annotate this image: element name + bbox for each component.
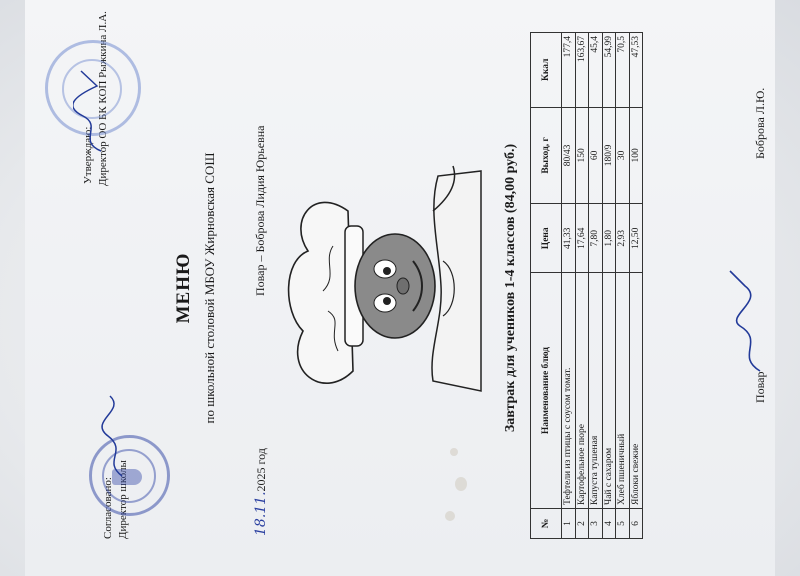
page-title: МЕНЮ: [173, 252, 194, 324]
chef-illustration: [283, 141, 483, 411]
agreed-label: Согласовано:: [102, 477, 114, 539]
date-label: 18.11.2025 год: [253, 448, 269, 536]
director-signature: [100, 391, 130, 481]
school-director-label: Директор школы: [117, 460, 129, 539]
cook-footer-label: Повар: [753, 371, 767, 403]
table-header-row: [531, 33, 562, 539]
stain-spot: [455, 477, 467, 491]
approved-label: Утверждаю:: [82, 126, 94, 184]
canteen-director-label: Директор ОО БК КОП Рыжкина Л.А.: [97, 11, 109, 186]
menu-table: [530, 32, 643, 539]
table-row: 6 Яблоки свежие 12,50 100 47,53: [629, 33, 643, 539]
col-dish-name: Наименование блюд: [531, 273, 562, 509]
stain-spot: [445, 511, 455, 521]
handwritten-date: 18.11.: [253, 491, 269, 536]
col-number: №: [531, 508, 562, 538]
stain-spot: [450, 448, 458, 456]
col-price: Цена: [531, 204, 562, 273]
table-row: 3 Капуста тушеная 7,80 60 45,4: [589, 33, 603, 539]
page-subtitle: по школьной столовой МБОУ Жирновская СОШ: [202, 152, 217, 424]
breakfast-heading: Завтрак для учеников 1-4 классов (84,00 руб.): [503, 143, 518, 433]
approver-signature: [73, 66, 107, 156]
table-row: 5 Хлеб пшеничный 2,93 30 70,5: [616, 33, 630, 539]
table-row: 4 Чай с сахаром 1,80 180/9 54,99: [602, 33, 616, 539]
menu-page: [25, 0, 800, 576]
menu-sheet: [25, 0, 775, 576]
cook-line: Повар – Боброва Лидия Юрьевна: [253, 125, 267, 296]
cook-signature: [725, 266, 770, 376]
table-row: 1 Тефтели из птицы с соусом томат. 41,33 80/43 177,4: [562, 33, 576, 539]
cook-footer-name: Боброва Л.Ю.: [753, 87, 767, 159]
table-row: 2 Картофельное пюре 17,64 150 163,67: [575, 33, 589, 539]
col-kcal: Ккал: [531, 33, 562, 108]
col-output: Выход, г: [531, 107, 562, 204]
